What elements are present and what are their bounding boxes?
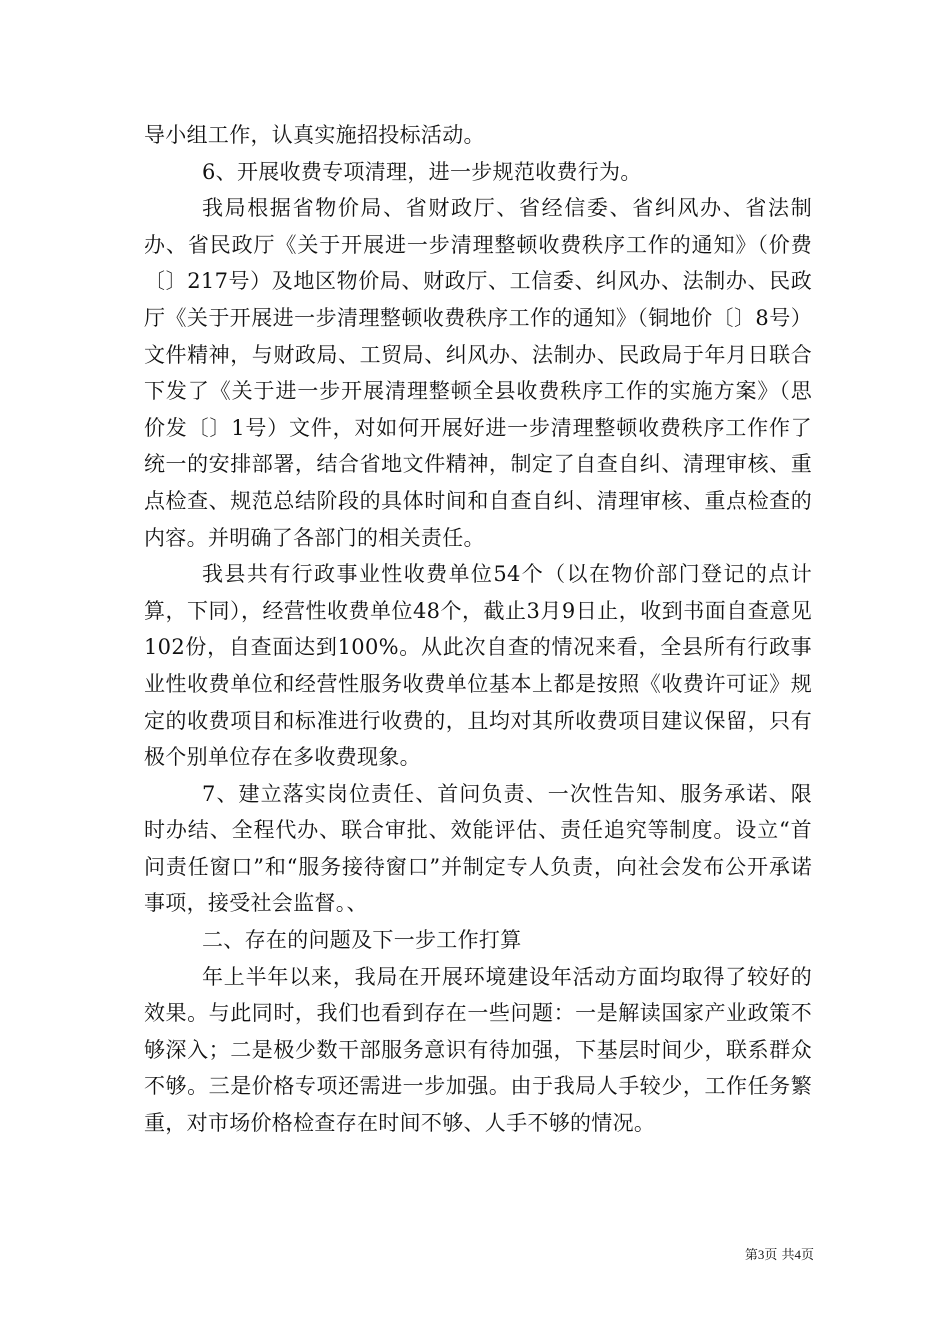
section-heading: 二、存在的问题及下一步工作打算 <box>202 928 522 953</box>
paragraph: 7、建立落实岗位责任、首问负责、一次性告知、服务承诺、限时办结、全程代办、联合审批、效能评估、责任追究等制度。设立“首问责任窗口”和“服务接待窗口”并制定专人负责，向社会发布公开承诺事项，接受社会监督。、 <box>144 781 812 916</box>
page-number <box>714 1245 814 1266</box>
current-page: 3 <box>757 1247 765 1262</box>
paragraph: 6、开展收费专项清理，进一步规范收费行为。 <box>202 159 642 184</box>
paragraph: 我局根据省物价局、省财政厅、省经信委、省纠风办、省法制办、省民政厅《关于开展进一步清理整顿收费秩序工作的通知》（价费〔〕217号）及地区物价局、财政厅、工信委、纠风办、法制办、民政厅《关于开展进一步清理整顿收费秩序工作的通知》（铜地价〔〕8号）文件精神，与财政局、工贸局、纠风办、法制办、民政局于年月日联合下发了《关于进一步开展清理整顿全县收费秩序工作的实施方案》（思价发〔〕1号）文件，对如何开展好进一步清理整顿收费秩序工作作了统一的安排部署，结合省地文件精神，制定了自查自纠、清理审核、重点检查、规范总结阶段的具体时间和自查自纠、清理审核、重点检查的内容。并明确了各部门的相关责任。 <box>144 196 812 550</box>
page-number-middle: 页 共 <box>764 1248 795 1263</box>
paragraph: 导小组工作，认真实施招投标活动。 <box>144 123 485 147</box>
page-number-suffix: 页 <box>800 1248 814 1263</box>
document-body <box>144 117 812 1142</box>
paragraph: 我县共有行政事业性收费单位54个（以在物价部门登记的点计算，下同），经营性收费单位48个，截止3月9日止，收到书面自查意见102份，自查面达到100%。从此次自查的情况来看，全县所有行政事业性收费单位和经营性服务收费单位基本上都是按照《收费许可证》规定的收费项目和标准进行收费的，且均对其所收费项目建议保留，只有极个别单位存在多收费现象。 <box>144 562 812 770</box>
page-number-prefix: 第 <box>744 1248 758 1263</box>
paragraph: 年上半年以来，我局在开展环境建设年活动方面均取得了较好的效果。与此同时，我们也看到存在一些问题：一是解读国家产业政策不够深入；二是极少数干部服务意识有待加强，下基层时间少，联系群众不够。三是价格专项还需进一步加强。由于我局人手较少，工作任务繁重，对市场价格检查存在时间不够、人手不够的情况。 <box>144 964 812 1136</box>
total-pages: 4 <box>794 1247 801 1262</box>
